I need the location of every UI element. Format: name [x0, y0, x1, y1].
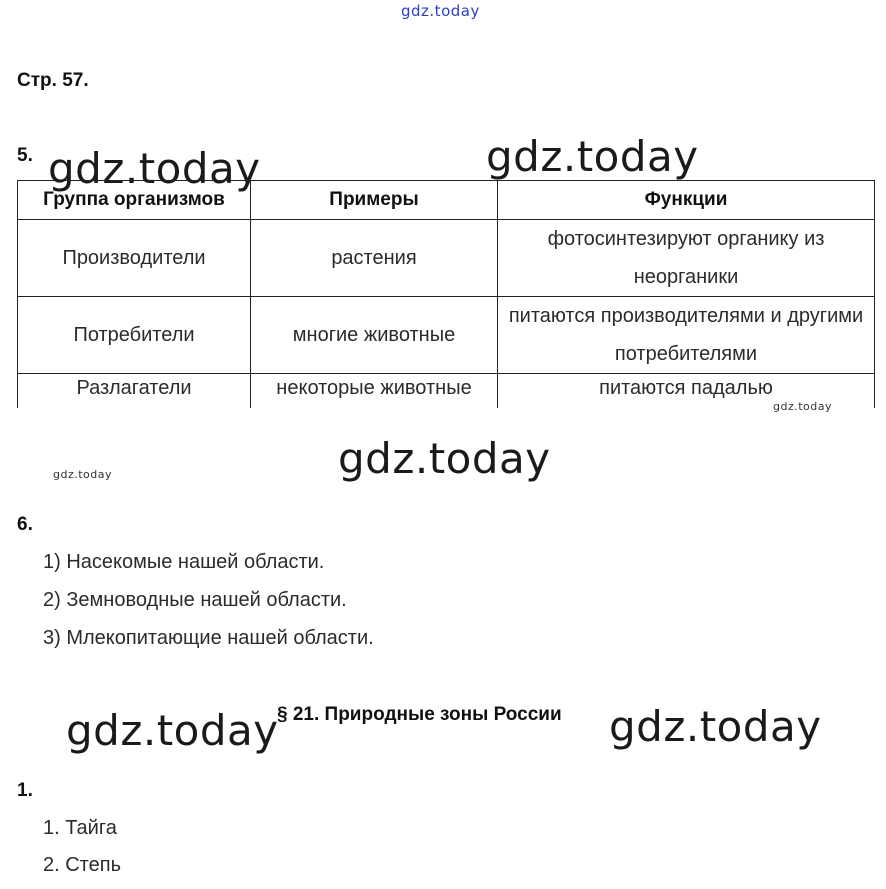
- table-cell: фотосинтезируют органику из неорганики: [498, 220, 875, 297]
- table-row: [18, 374, 875, 409]
- watermark: gdz.today: [338, 434, 551, 483]
- watermark: gdz.today: [486, 132, 699, 181]
- watermark: gdz.today: [48, 144, 261, 193]
- list-item: 2) Земноводные нашей области.: [43, 589, 347, 611]
- organisms-table: [17, 180, 875, 408]
- watermark: gdz.today: [609, 702, 822, 751]
- list-item: 1) Насекомые нашей области.: [43, 551, 325, 573]
- table-header: Примеры: [251, 181, 498, 220]
- table-header-row: [18, 181, 875, 220]
- list-item: 1. Тайга: [43, 817, 117, 839]
- page-label: Стр. 57.: [17, 70, 89, 91]
- table-cell: питаются производителями и другими потребителями: [498, 297, 875, 374]
- watermark-small: gdz.today: [53, 468, 113, 481]
- table-cell: растения: [251, 220, 498, 297]
- section-title: § 21. Природные зоны России: [277, 704, 562, 725]
- table-cell: некоторые животные: [251, 374, 498, 409]
- list-item: 2. Степь: [43, 854, 121, 876]
- watermark: gdz.today: [66, 706, 279, 755]
- list-item: 3) Млекопитающие нашей области.: [43, 627, 374, 649]
- table-header: Группа организмов: [18, 181, 251, 220]
- task-6-number: 6.: [17, 514, 33, 535]
- table-row: [18, 297, 875, 374]
- table-cell: Производители: [18, 220, 251, 297]
- table-cell: Потребители: [18, 297, 251, 374]
- task-1-number: 1.: [17, 780, 33, 801]
- table-header: Функции: [498, 181, 875, 220]
- table-cell: многие животные: [251, 297, 498, 374]
- table-row: [18, 220, 875, 297]
- table-cell: Разлагатели: [18, 374, 251, 409]
- watermark-top: gdz.today: [401, 2, 480, 20]
- task-5-number: 5.: [17, 145, 33, 166]
- table-cell: питаются падалью: [498, 374, 875, 409]
- watermark-small: gdz.today: [773, 400, 833, 413]
